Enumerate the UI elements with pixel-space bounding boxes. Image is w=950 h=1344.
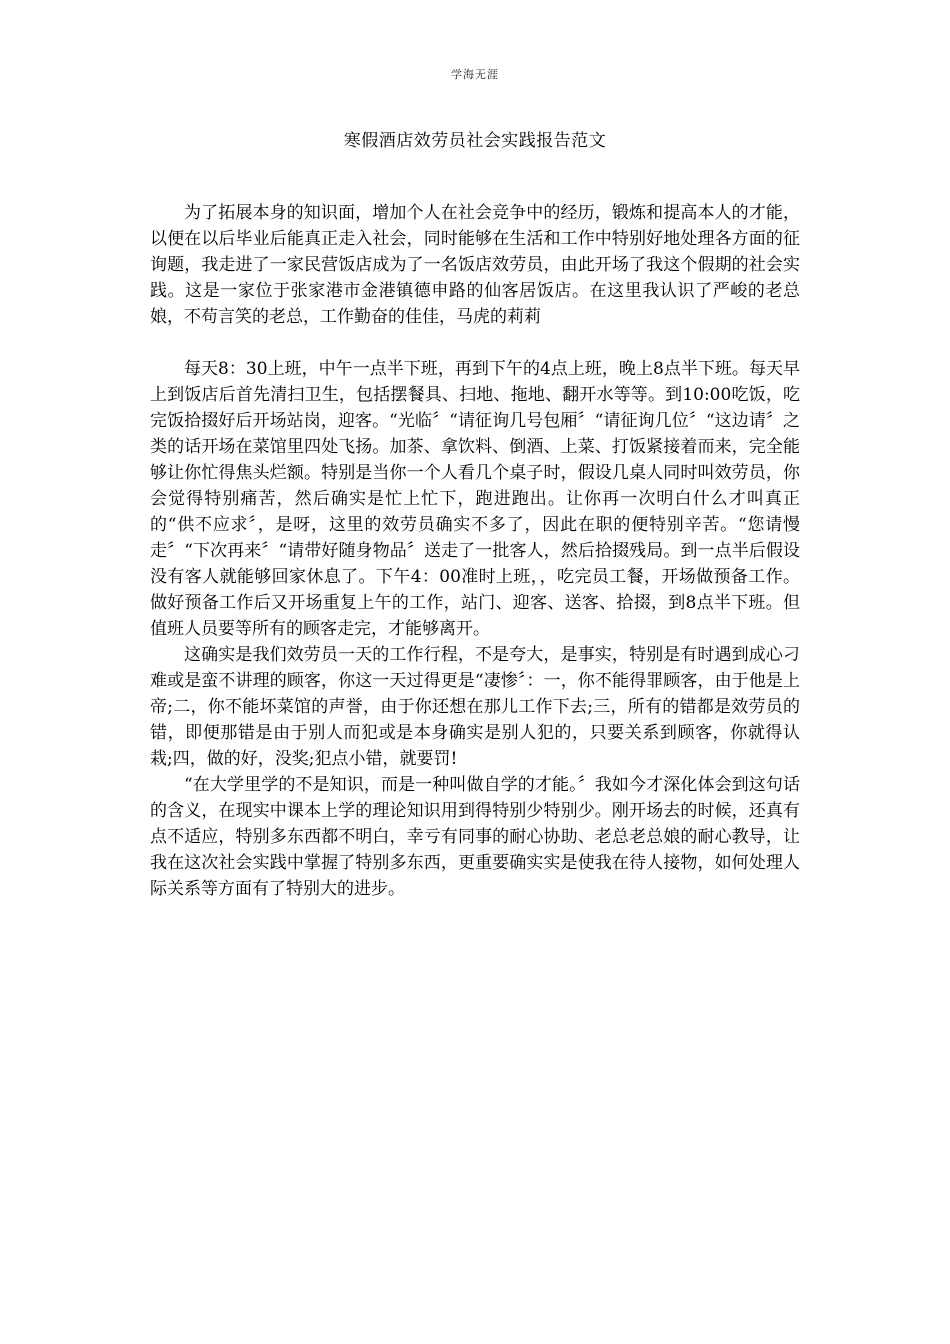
paragraph-intro: 为了拓展本身的知识面，增加个人在社会竞争中的经历，锻炼和提高本人的才能，以便在以后毕业后能真正走入社会，同时能够在生活和工作中特别好地处理各方面的征询题，我走进了一家民营饭店成为了一名饭店效劳员，由此开场了我这个假期的社会实践。这是一家位于张家港市金港镇德申路的仙客居饭店。在这里我认识了严峻的老总娘，不苟言笑的老总，工作勤奋的佳佳，马虎的莉莉 xyxy=(150,203,800,327)
paragraph-difficulties: 这确实是我们效劳员一天的工作行程，不是夸大，是事实，特别是有时遇到成心刁难或是蛮不讲理的顾客，你这一天过得更是“凄惨〞：一，你不能得罪顾客，由于他是上帝;二，你不能坏菜馆的声誉，由于你还想在那儿工作下去;三，所有的错都是效劳员的错，即便那错是由于别人而犯或是本身确实是别人犯的，只要关系到顾客，你就得认栽;四，做的好，没奖;犯点小错，就要罚! xyxy=(150,645,800,769)
document-body xyxy=(150,200,800,902)
page-header: 学海无涯 xyxy=(451,68,499,81)
paragraph-reflection: “在大学里学的不是知识，而是一种叫做自学的才能。〞我如今才深化体会到这句话的含义，在现实中课本上学的理论知识用到得特别少特别少。刚开场去的时候，还真有点不适应，特别多东西都不明白，幸亏有同事的耐心协助、老总老总娘的耐心教导，让我在这次社会实践中掌握了特别多东西，更重要确实实是使我在待人接物，如何处理人际关系等方面有了特别大的进步。 xyxy=(150,775,800,899)
document-title: 寒假酒店效劳员社会实践报告范文 xyxy=(343,131,607,151)
paragraph-daily-schedule: 每天8：30上班，中午一点半下班，再到下午的4点上班，晚上8点半下班。每天早上到饭店后首先清扫卫生，包括摆餐具、扫地、拖地、翻开水等等。到10:00吃饭，吃完饭拾掇好后开场站岗，迎客。“光临〞“请征询几号包厢〞“请征询几位〞“这边请〞之类的话开场在菜馆里四处飞扬。加茶、拿饮料、倒酒、上菜、打饭紧接着而来，完全能够让你忙得焦头烂额。特别是当你一个人看几个桌子时，假设几桌人同时叫效劳员，你会觉得特别痛苦，然后确实是忙上忙下，跑进跑出。让你再一次明白什么才叫真正的“供不应求〞，是呀，这里的效劳员确实不多了，因此在职的便特别辛苦。“您请慢走〞“下次再来〞“请带好随身物品〞送走了一批客人，然后拾掇残局。到一点半后假设没有客人就能够回家休息了。下午4：00准时上班，，吃完员工餐，开场做预备工作。做好预备工作后又开场重复上午的工作，站门、迎客、送客、拾掇，到8点半下班。但值班人员要等所有的顾客走完，才能够离开。 xyxy=(150,359,800,639)
